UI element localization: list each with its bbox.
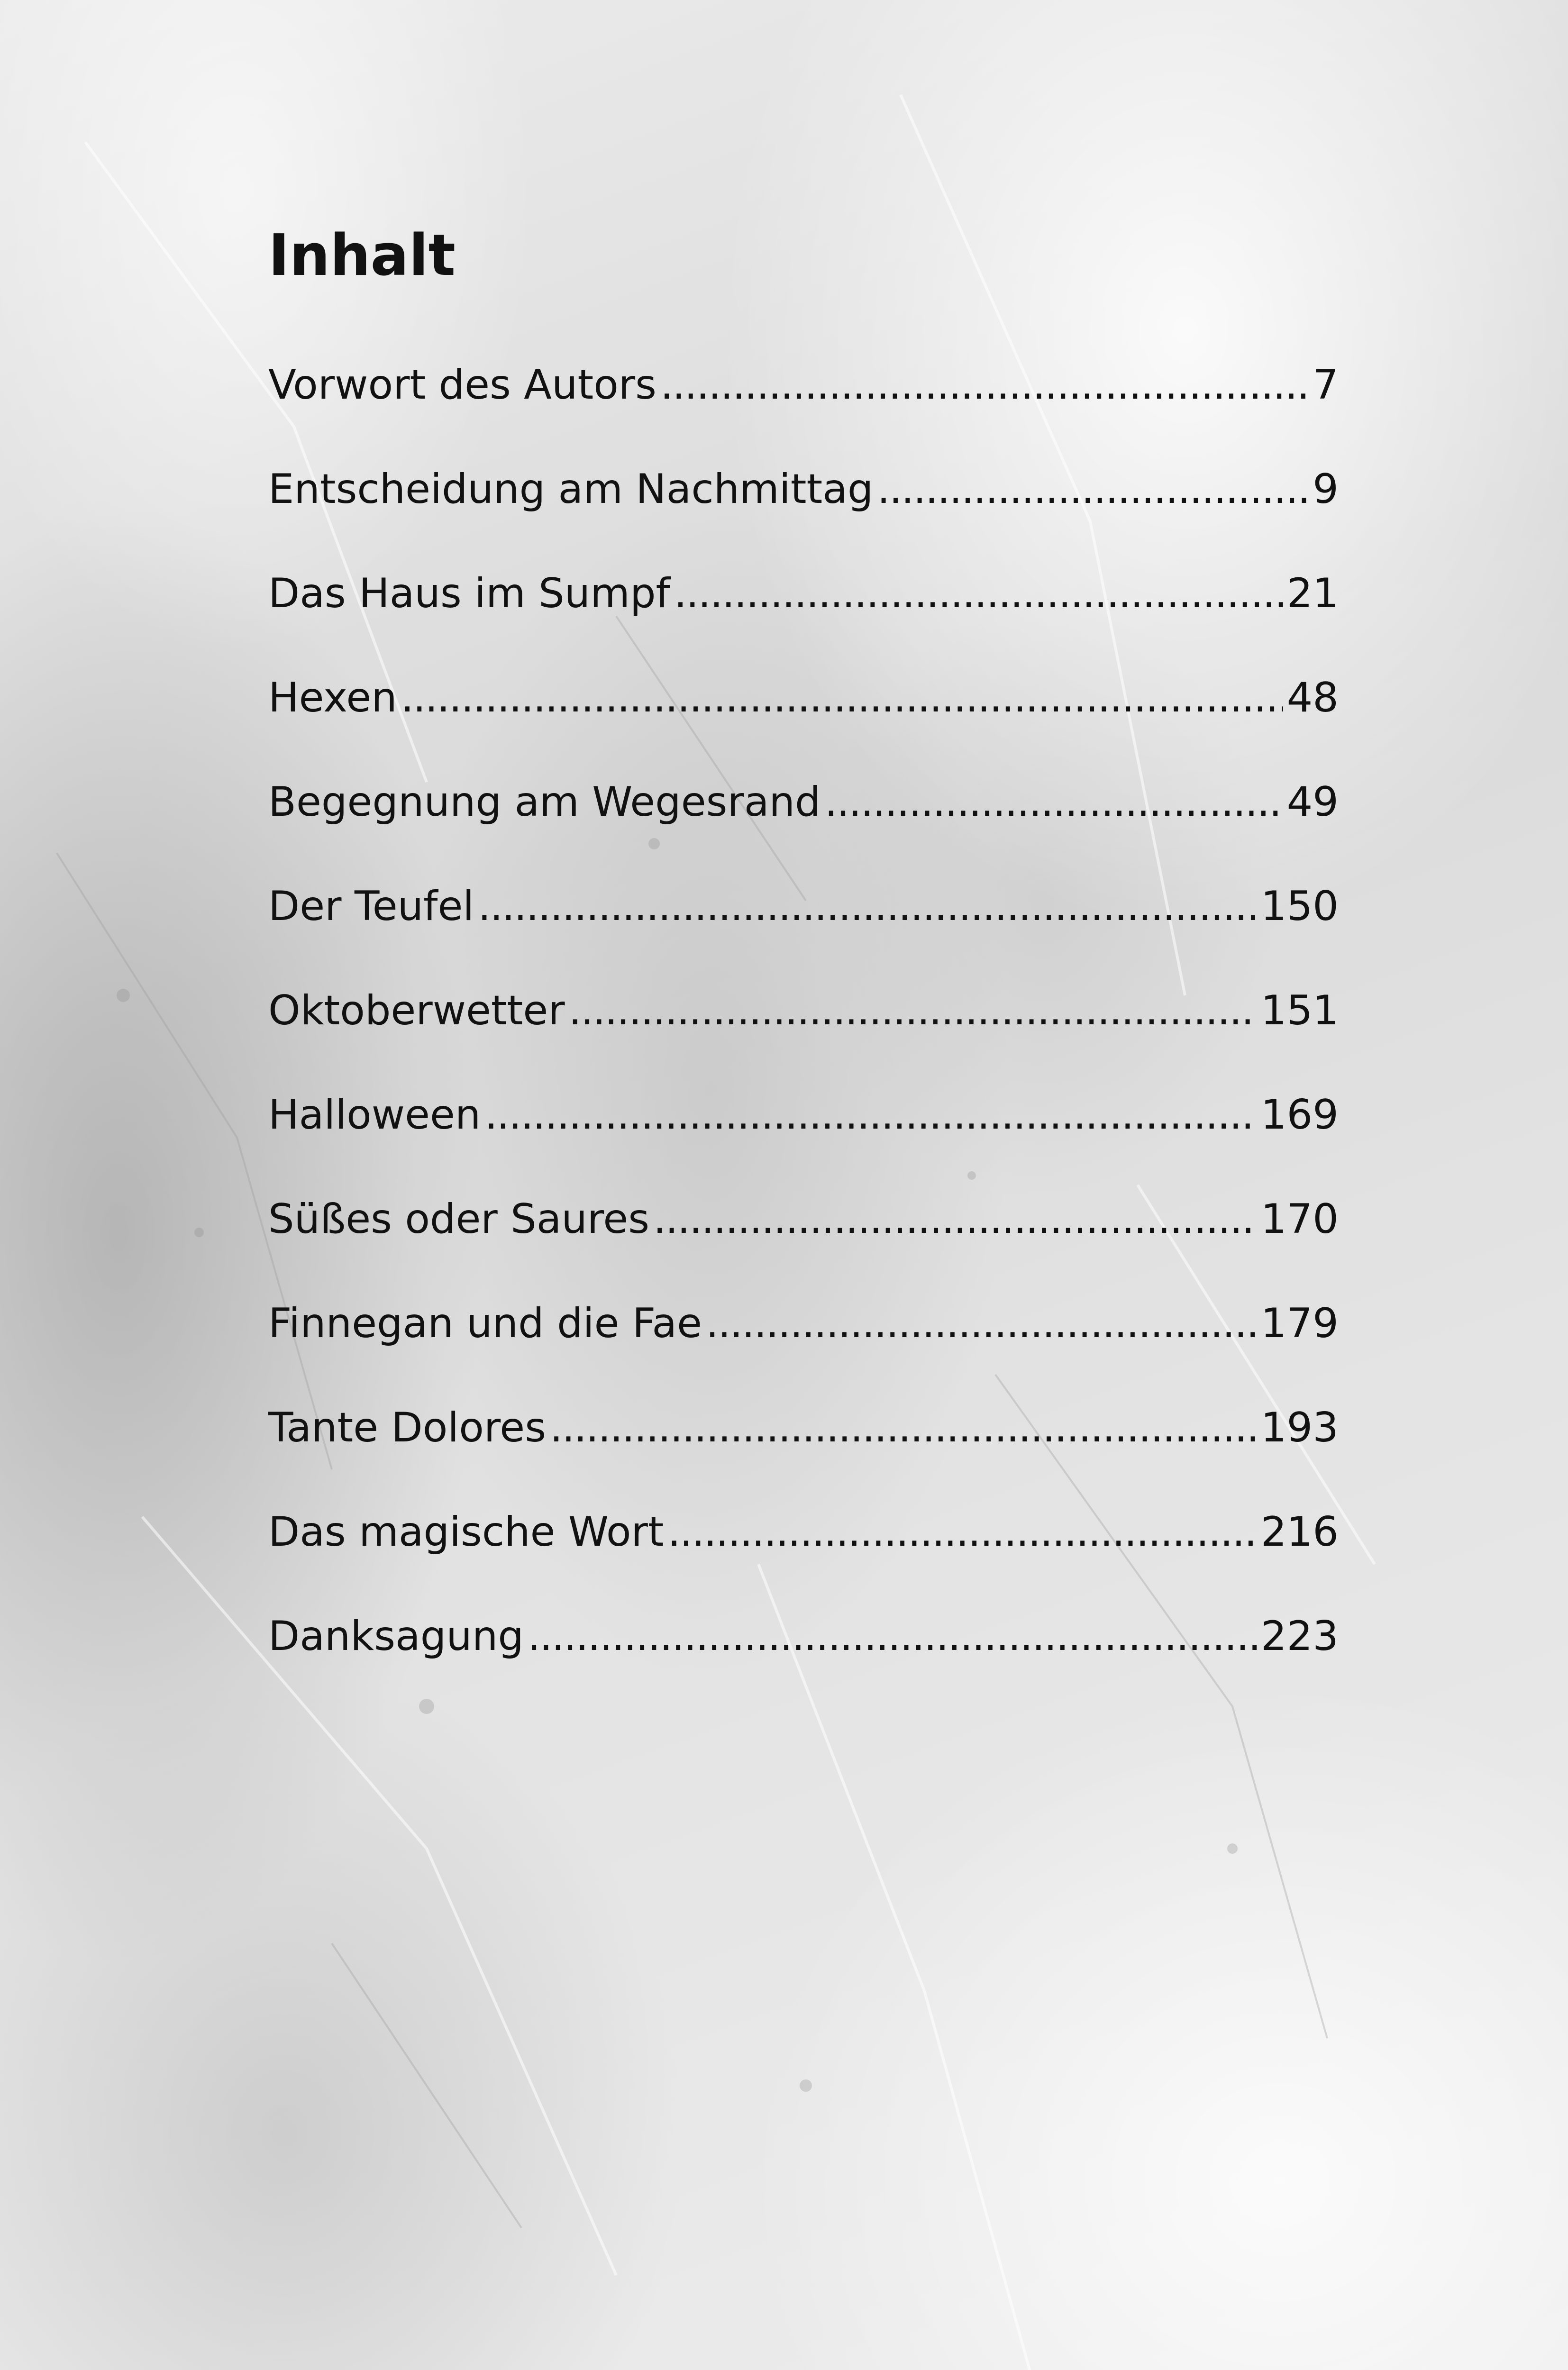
toc-entry-title: Finnegan und die Fae (268, 1300, 702, 1347)
toc-entry-entscheidung (268, 454, 1339, 558)
toc-page-number: 48 (1286, 674, 1339, 721)
toc-dot-leader (401, 662, 1283, 733)
toc-entry-title: Tante Dolores (268, 1404, 547, 1451)
toc-page-number: 21 (1286, 570, 1339, 617)
toc-entry-magische-wort (268, 1496, 1339, 1601)
toc-heading: Inhalt (268, 223, 456, 289)
toc-entry-oktoberwetter (268, 975, 1339, 1079)
toc-dot-leader (550, 1392, 1257, 1463)
toc-page-number: 49 (1286, 778, 1339, 826)
toc-page-number: 179 (1260, 1300, 1339, 1347)
toc-entry-title: Vorwort des Autors (268, 361, 656, 409)
toc-entry-title: Süßes oder Saures (268, 1195, 650, 1243)
toc-entry-halloween (268, 1079, 1339, 1184)
toc-dot-leader (825, 766, 1283, 838)
toc-page-number: 170 (1260, 1195, 1339, 1243)
toc-entry-title: Hexen (268, 674, 397, 721)
toc-entry-title: Danksagung (268, 1613, 524, 1660)
toc-entry-haus-im-sumpf (268, 558, 1339, 662)
toc-dot-leader (674, 558, 1283, 629)
toc-page-number: 169 (1260, 1091, 1339, 1139)
toc-list (268, 349, 1339, 1705)
toc-page-number: 223 (1260, 1613, 1339, 1660)
toc-dot-leader (660, 349, 1309, 420)
toc-dot-leader (877, 454, 1309, 525)
toc-page-number: 151 (1260, 987, 1339, 1034)
toc-dot-leader (569, 975, 1257, 1046)
toc-dot-leader (706, 1288, 1257, 1359)
toc-entry-title: Der Teufel (268, 883, 474, 930)
toc-entry-title: Halloween (268, 1091, 481, 1139)
toc-entry-title: Begegnung am Wegesrand (268, 778, 821, 826)
toc-dot-leader (484, 1079, 1257, 1150)
toc-entry-begegnung (268, 766, 1339, 871)
toc-entry-title: Entscheidung am Nachmittag (268, 465, 874, 513)
toc-dot-leader (528, 1601, 1257, 1672)
toc-entry-tante-dolores (268, 1392, 1339, 1496)
toc-entry-hexen (268, 662, 1339, 766)
toc-entry-danksagung (268, 1601, 1339, 1705)
toc-entry-suesses-oder-saures (268, 1184, 1339, 1288)
toc-entry-vorwort (268, 349, 1339, 454)
toc-dot-leader (478, 871, 1257, 942)
toc-page-number: 193 (1260, 1404, 1339, 1451)
toc-page-number: 7 (1313, 361, 1339, 409)
toc-entry-title: Das magische Wort (268, 1508, 664, 1556)
toc-dot-leader (668, 1496, 1257, 1568)
toc-page-number: 216 (1260, 1508, 1339, 1556)
toc-entry-title: Oktoberwetter (268, 987, 565, 1034)
toc-page-number: 9 (1313, 465, 1339, 513)
toc-page-number: 150 (1260, 883, 1339, 930)
toc-dot-leader (653, 1184, 1257, 1255)
toc-entry-teufel (268, 871, 1339, 975)
toc-entry-finnegan (268, 1288, 1339, 1392)
toc-entry-title: Das Haus im Sumpf (268, 570, 670, 617)
